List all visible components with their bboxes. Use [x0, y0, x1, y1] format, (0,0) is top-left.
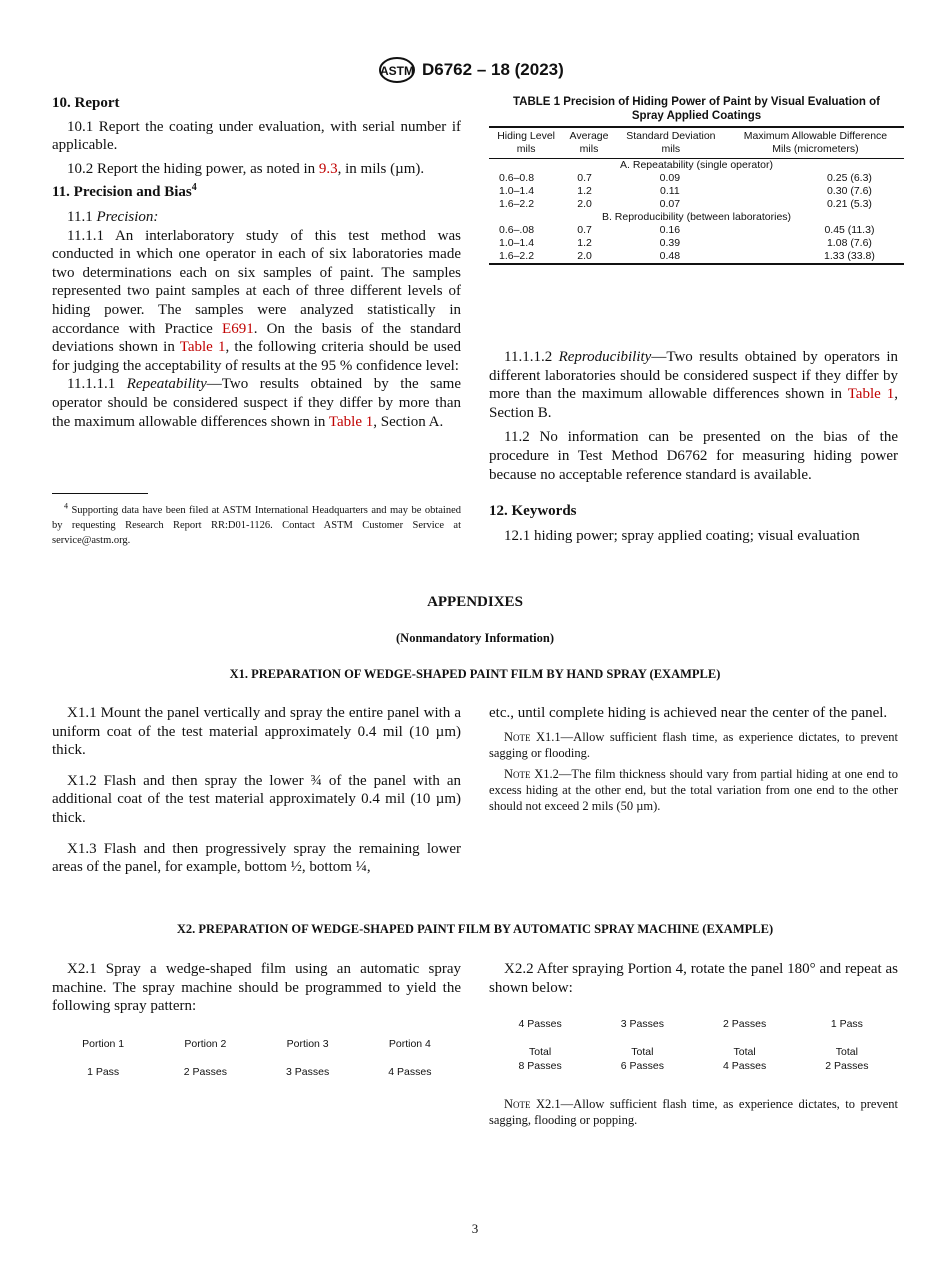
table-cell: 0.6–.08 [499, 224, 535, 236]
x2-heading: X2. PREPARATION OF WEDGE-SHAPED PAINT FILM BY AUTOMATIC SPRAY MACHINE (EXAMPLE) [176, 922, 774, 936]
table-row [489, 172, 904, 185]
para-x1-1: X1.1 Mount the panel vertically and spray the entire panel with a uniform coat of the test material approximately 0.4 mil (10 µm) thick. [52, 705, 461, 759]
note-x2-1-wrap [489, 1096, 898, 1133]
table-row [489, 198, 904, 211]
table-cell: 0.30 (7.6) [826, 185, 872, 197]
table-row [489, 237, 904, 250]
portion-passes: 4 Passes [388, 1066, 432, 1078]
table-cell: 2.0 [577, 198, 592, 210]
link-table-1[interactable]: Table 1 [847, 386, 895, 403]
table-cell: 0.45 (11.3) [824, 224, 875, 236]
table-1-section-label: B. Reproducibility (between laboratories) [601, 211, 792, 223]
table-row [489, 224, 904, 237]
table-1-column-header: Maximum Allowable Difference Mils (micrometers) [727, 128, 904, 159]
portion-passes: 3 Passes [286, 1066, 330, 1078]
page-number: 3 [471, 1221, 479, 1236]
para-x2-1: X2.1 Spray a wedge-shaped film using an automatic spray machine. The spray machine should be programmed to yield the following spray pattern: [52, 961, 461, 1015]
para-x1-3: X1.3 Flash and then progressively spray the remaining lower areas of the panel, for example, bottom ½, bottom ¼, [52, 840, 461, 876]
table-row [489, 185, 904, 198]
designation: D6762 – 18 (2023) [422, 59, 564, 79]
x1-right [489, 704, 898, 819]
rotated-passes: 1 Pass [830, 1018, 863, 1030]
para-10-2: 10.2 Report the hiding power, as noted in 9.3, in mils (µm). [67, 160, 425, 177]
appendixes-title: APPENDIXES [427, 594, 523, 610]
total-passes: Total 6 Passes [620, 1046, 664, 1072]
footnote-divider [52, 493, 148, 494]
link-e691[interactable]: E691 [222, 320, 254, 337]
para-11-1-1-1: 11.1.1.1 Repeatability—Two results obtained by the same operator should be considered suspect if they differ by more than the maximum allowable differences shown in Table 1, Section A. [52, 376, 461, 430]
x1-heading: X1. PREPARATION OF WEDGE-SHAPED PAINT FILM BY HAND SPRAY (EXAMPLE) [229, 667, 721, 681]
total-passes: Total 4 Passes [723, 1046, 767, 1072]
right-column [489, 348, 898, 550]
table-cell: 1.0–1.4 [499, 237, 535, 249]
para-11-1: 11.1 Precision: [67, 208, 159, 225]
table-1-column-header: Standard Deviation mils [615, 128, 727, 159]
page-header [378, 56, 564, 84]
note-x2-1: Note X2.1—Allow sufficient flash time, as experience dictates, to prevent sagging, flooding or popping. [489, 1097, 898, 1127]
rotated-passes: 2 Passes [723, 1018, 767, 1030]
table-cell: 1.2 [577, 237, 592, 249]
para-11-1-1-2: 11.1.1.2 Reproducibility—Two results obtained by operators in different laboratories should be considered suspect if they differ by more than the maximum allowable differences shown in Table 1, Section B. [489, 349, 898, 421]
para-10-1: 10.1 Report the coating under evaluation, with serial number if applicable. [52, 118, 461, 154]
table-cell: 0.6–0.8 [499, 172, 535, 184]
table-cell: 0.09 [659, 172, 681, 184]
portion-label: Portion 3 [286, 1038, 329, 1050]
table-cell: 0.25 (6.3) [826, 172, 872, 184]
x1-left [52, 704, 461, 882]
link-table-1[interactable]: Table 1 [179, 339, 226, 356]
portion-label: Portion 2 [184, 1038, 227, 1050]
table-1-column-header: Hiding Level mils [489, 128, 563, 159]
para-x1-3-cont: etc., until complete hiding is achieved near the center of the panel. [489, 705, 888, 721]
table-cell: 0.16 [659, 224, 681, 236]
total-passes: Total 2 Passes [825, 1046, 869, 1072]
link-table-1[interactable]: Table 1 [328, 413, 374, 430]
section-11-heading: 11. Precision and Bias$^4$ [52, 182, 197, 201]
table-cell: 0.7 [577, 172, 592, 184]
astm-logo-icon [378, 56, 416, 84]
x2-left [52, 960, 461, 1021]
link-9-3[interactable]: 9.3 [318, 160, 338, 177]
left-column [52, 94, 461, 436]
para-11-2: 11.2 No information can be presented on the bias of the procedure in Test Method D6762 for measuring hiding power because no acceptable reference standard is available. [489, 429, 898, 483]
portion-passes: 1 Pass [87, 1066, 120, 1078]
portion-label: Portion 1 [82, 1038, 125, 1050]
table-cell: 0.11 [660, 185, 680, 197]
para-11-1-1: 11.1.1 An interlaboratory study of this test method was conducted in which one operator in each of six laboratories made two determinations each on six samples of paint. The samples represented two paint samples at each of three different levels of hiding power. The samples were analyzed statistically in accordance with Practice E691. On the basis of the standard deviations shown in Table 1, the following criteria should be used for judging the acceptability of results at the 95 % confidence level: [52, 227, 462, 374]
spray-pattern-table [52, 1037, 461, 1079]
table-1-title: TABLE 1 Precision of Hiding Power of Paint by Visual Evaluation of Spray Applied Coatings [489, 95, 904, 128]
table-cell: 2.0 [577, 250, 592, 262]
note-x1-1: Note X1.1—Allow sufficient flash time, as experience dictates, to prevent sagging or flooding. [489, 729, 898, 760]
note-x1-2: Note X1.2—The film thickness should vary from partial hiding at one end to excess hiding at the other end, but the total variation from one end to the other should not exceed 2 mils (50 µm). [489, 766, 898, 813]
section-10-heading: 10. Report [52, 95, 120, 111]
portion-label: Portion 4 [388, 1038, 431, 1050]
appendixes-subtitle: (Nonmandatory Information) [396, 631, 554, 645]
rotated-pattern-table [489, 1017, 898, 1073]
section-12-heading: 12. Keywords [489, 503, 577, 520]
table-cell: 0.21 (5.3) [826, 198, 872, 210]
para-12-1: 12.1 hiding power; spray applied coating; visual evaluation [504, 527, 860, 544]
table-row [489, 250, 904, 264]
svg-text:ASTM: ASTM [380, 64, 414, 78]
para-x2-2: X2.2 After spraying Portion 4, rotate the panel 180° and repeat as shown below: [489, 961, 898, 996]
table-cell: 1.33 (33.8) [824, 250, 875, 262]
table-cell: 0.7 [577, 224, 592, 236]
table-cell: 1.2 [577, 185, 592, 197]
table-cell: 0.39 [659, 237, 681, 249]
table-cell: 0.48 [659, 250, 681, 262]
portion-passes: 2 Passes [183, 1066, 227, 1078]
rotated-passes: 3 Passes [620, 1018, 664, 1030]
table-cell: 0.07 [659, 198, 681, 210]
table-1-column-header: Average mils [563, 128, 615, 159]
rotated-passes: 4 Passes [518, 1018, 562, 1030]
table-cell: 1.0–1.4 [499, 185, 535, 197]
total-passes: Total 8 Passes [518, 1046, 562, 1072]
table-cell: 1.08 (7.6) [826, 237, 872, 249]
table-1 [489, 95, 904, 265]
footnote: $^4$ Supporting data have been filed at ASTM International Headquarters and may be obtained by requesting Research Report RR:D01-1126. Contact ASTM Customer Service at service@astm.org. [52, 501, 461, 546]
para-x1-2: X1.2 Flash and then spray the lower ¾ of the panel with an additional coat of the test material approximately 0.4 mil (10 µm) thick. [52, 772, 461, 826]
footnote-ref[interactable]: 4 [191, 182, 197, 194]
table-cell: 1.6–2.2 [499, 198, 535, 210]
x2-right [489, 960, 898, 1002]
table-1-section-label: A. Repeatability (single operator) [620, 159, 773, 171]
table-cell: 1.6–2.2 [499, 250, 535, 262]
